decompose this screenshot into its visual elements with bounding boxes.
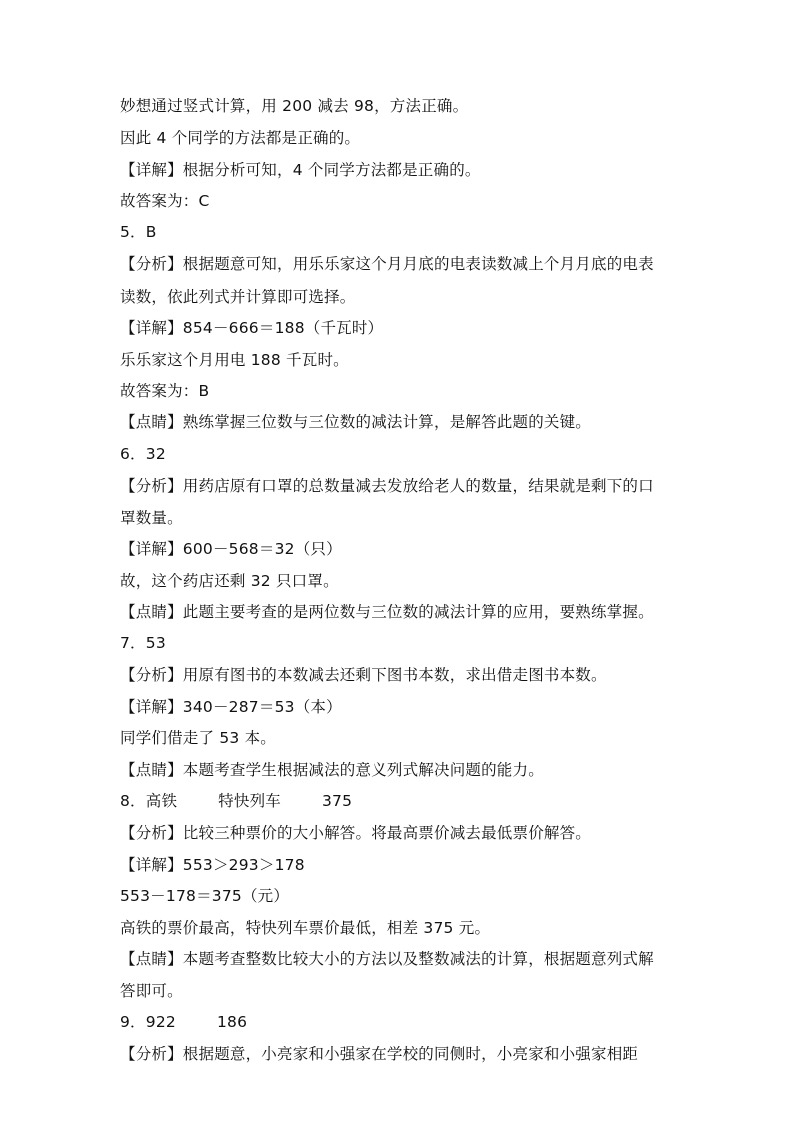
text-line: 【详解】553＞293＞178	[120, 856, 305, 874]
text-line: 【分析】比较三种票价的大小解答。将最高票价减去最低票价解答。	[120, 824, 592, 842]
answer-heading: 5．B	[120, 223, 157, 241]
text-line: 故答案为：C	[120, 192, 210, 210]
text-line: 【分析】根据题意可知，用乐乐家这个月月底的电表读数减上个月月底的电表	[120, 255, 654, 273]
text-line: 答即可。	[120, 982, 183, 1000]
text-line: 高铁的票价最高，特快列车票价最低，相差 375 元。	[120, 919, 491, 937]
text-line: 【分析】根据题意，小亮家和小强家在学校的同侧时，小亮家和小强家相距	[120, 1045, 639, 1063]
text-line: 同学们借走了 53 本。	[120, 729, 276, 747]
text-line: 553－178＝375（元）	[120, 887, 290, 905]
text-line: 【分析】用原有图书的本数减去还剩下图书本数，求出借走图书本数。	[120, 666, 607, 684]
text-line: 故，这个药店还剩 32 只口罩。	[120, 572, 339, 590]
text-line: 妙想通过竖式计算，用 200 减去 98，方法正确。	[120, 97, 469, 115]
text-line: 因此 4 个同学的方法都是正确的。	[120, 129, 361, 147]
answer-heading: 9．922 186	[120, 1013, 248, 1031]
answer-heading: 6．32	[120, 445, 166, 463]
text-line: 【点睛】熟练掌握三位数与三位数的减法计算，是解答此题的关键。	[120, 413, 592, 431]
answer-heading: 8．高铁 特快列车 375	[120, 792, 353, 810]
text-line: 【详解】600－568＝32（只）	[120, 540, 342, 558]
text-line: 读数，依此列式并计算即可选择。	[120, 288, 356, 306]
text-line: 【点睛】本题考查整数比较大小的方法以及整数减法的计算，根据题意列式解	[120, 950, 654, 968]
text-line: 乐乐家这个月用电 188 千瓦时。	[120, 351, 349, 369]
text-line: 【详解】根据分析可知，4 个同学方法都是正确的。	[120, 161, 481, 179]
text-line: 【详解】854－666＝188（千瓦时）	[120, 319, 384, 337]
text-line: 【点睛】本题考查学生根据减法的意义列式解决问题的能力。	[120, 761, 544, 779]
text-line: 【详解】340－287＝53（本）	[120, 698, 342, 716]
answer-heading: 7．53	[120, 634, 166, 652]
text-line: 【分析】用药店原有口罩的总数量减去发放给老人的数量，结果就是剩下的口	[120, 477, 654, 495]
text-line: 故答案为：B	[120, 382, 210, 400]
text-line: 罩数量。	[120, 509, 183, 527]
text-line: 【点睛】此题主要考查的是两位数与三位数的减法计算的应用，要熟练掌握。	[120, 603, 654, 621]
